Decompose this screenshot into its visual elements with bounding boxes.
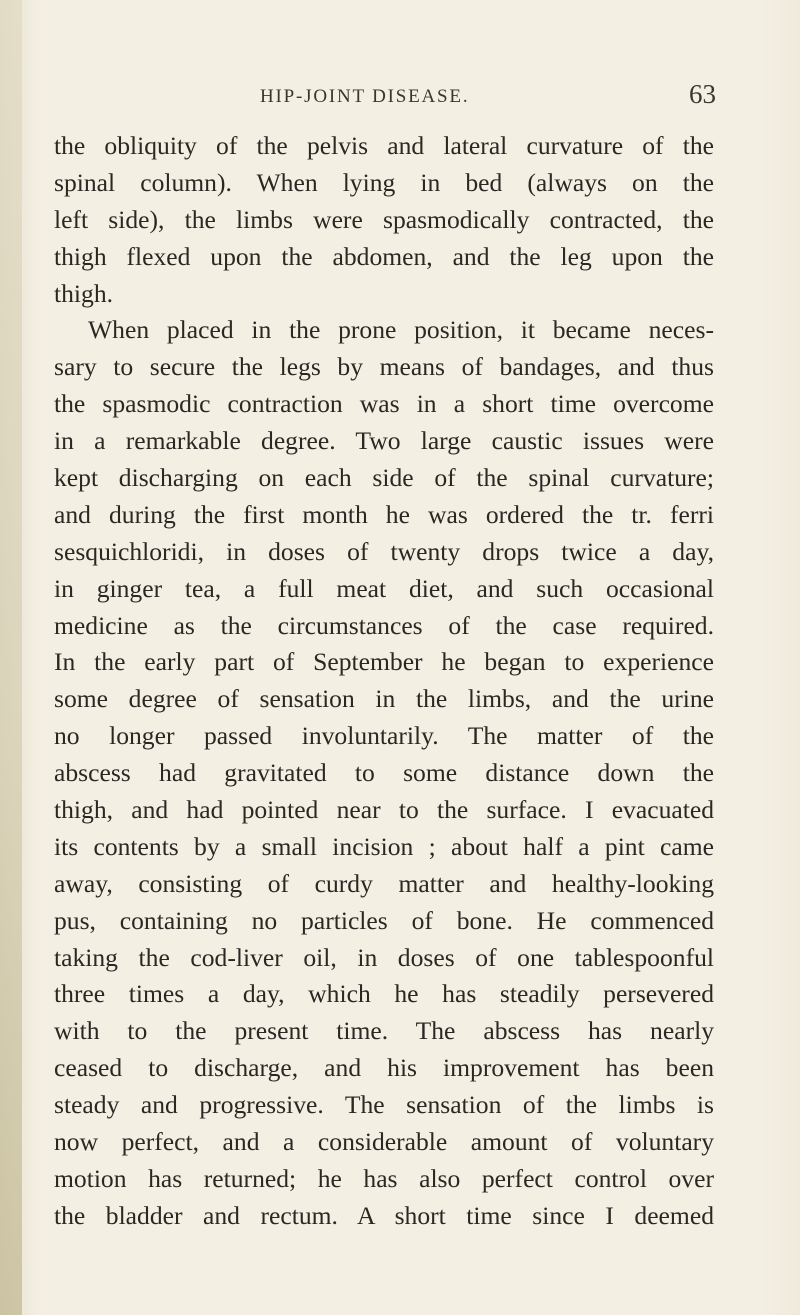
text-line: its contents by a small incision ; about half a pint came: [54, 831, 714, 861]
text-line: thigh, and had pointed near to the surface. I evacuated: [54, 795, 714, 825]
text-line: thigh flexed upon the abdomen, and the leg upon the: [54, 241, 714, 271]
text-line: kept discharging on each side of the spinal curvature;: [54, 463, 714, 493]
text-line: motion has returned; he has also perfect control over: [54, 1163, 714, 1193]
text-line: medicine as the circumstances of the case required.: [54, 610, 714, 640]
text-line: thigh.: [54, 278, 114, 308]
text-line: now perfect, and a considerable amount of voluntary: [54, 1127, 714, 1157]
body-text: [54, 128, 714, 1235]
page-gutter-shadow: [0, 0, 22, 1315]
text-line: When placed in the prone position, it became neces-: [88, 315, 714, 345]
text-line: spinal column). When lying in bed (always on the: [54, 167, 714, 197]
text-line: In the early part of September he began to experience: [54, 647, 714, 677]
text-line: and during the first month he was ordered the tr. ferri: [54, 499, 714, 529]
text-line: the bladder and rectum. A short time since I deemed: [54, 1200, 714, 1230]
text-line: left side), the limbs were spasmodically contracted, the: [54, 204, 714, 234]
running-head: HIP-JOINT DISEASE.: [260, 86, 470, 107]
text-line: sesquichloridi, in doses of twenty drops twice a day,: [54, 536, 714, 566]
page-header: [0, 79, 800, 116]
text-line: in ginger tea, a full meat diet, and such occasional: [54, 573, 714, 603]
text-line: pus, containing no particles of bone. He commenced: [54, 905, 714, 935]
text-line: some degree of sensation in the limbs, and the urine: [54, 684, 714, 714]
text-line: away, consisting of curdy matter and healthy-looking: [54, 868, 714, 898]
text-line: taking the cod-liver oil, in doses of one tablespoonful: [54, 942, 714, 972]
page-number: 63: [689, 79, 716, 109]
text-line: with to the present time. The abscess has nearly: [54, 1016, 714, 1046]
text-line: in a remarkable degree. Two large caustic issues were: [54, 426, 714, 456]
text-line: no longer passed involuntarily. The matter of the: [54, 721, 714, 751]
text-line: abscess had gravitated to some distance down the: [54, 758, 714, 788]
text-line: three times a day, which he has steadily persevered: [54, 979, 714, 1009]
text-line: steady and progressive. The sensation of the limbs is: [54, 1090, 714, 1120]
text-line: ceased to discharge, and his improvement has been: [54, 1053, 714, 1083]
text-line: the spasmodic contraction was in a short time overcome: [54, 389, 714, 419]
text-line: the obliquity of the pelvis and lateral curvature of the: [54, 131, 714, 160]
text-line: sary to secure the legs by means of bandages, and thus: [54, 352, 714, 382]
